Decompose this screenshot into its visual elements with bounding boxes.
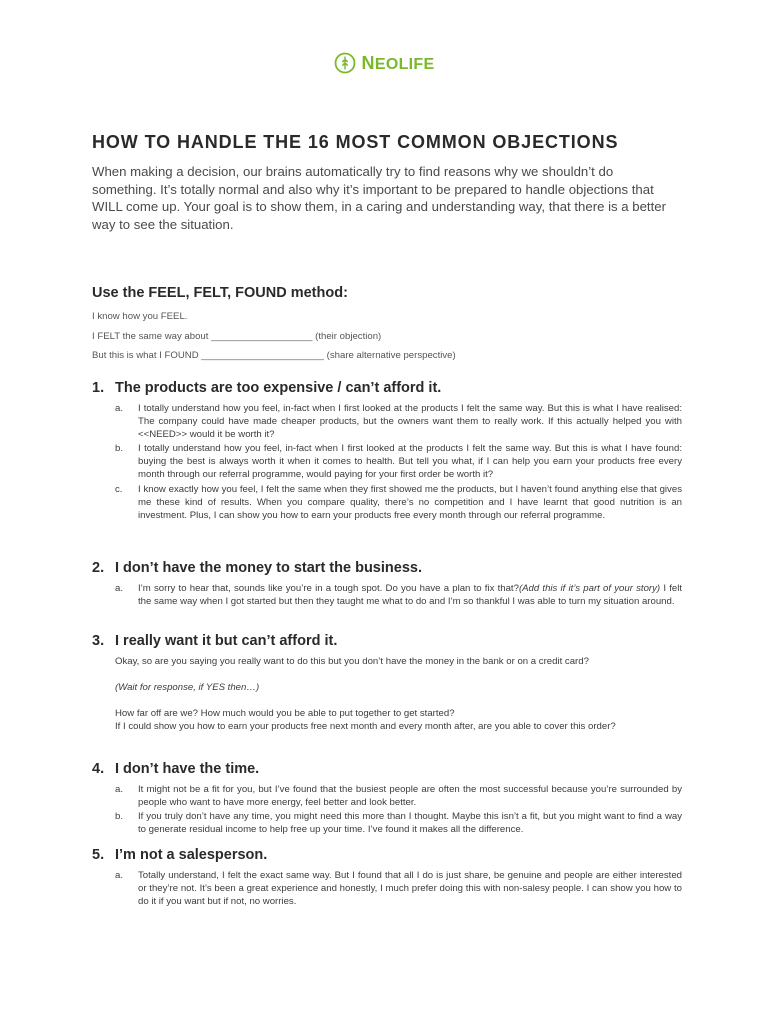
objection-section-4 bbox=[92, 761, 682, 837]
method-line-felt: I FELT the same way about ___________________ (their objection) bbox=[92, 330, 382, 342]
method-section bbox=[92, 285, 682, 366]
section-heading: 2. I don’t have the money to start the business. bbox=[92, 560, 422, 576]
neolife-logo bbox=[0, 52, 768, 74]
leaf-logo-icon bbox=[334, 52, 356, 74]
objection-section-1 bbox=[92, 380, 682, 523]
list-item: b. If you truly don’t have any time, you might need this more than I thought. Maybe this isn’t a fit, but you might want to find a way to generate residual income to help free up your time. I’ve found it makes all the difference. bbox=[115, 811, 682, 836]
objection-section-5 bbox=[92, 847, 682, 909]
section-paragraph: If I could show you how to earn your products free next month and every month after, are you able to cover this order? bbox=[115, 721, 616, 733]
logo-wordmark: NEOLIFE bbox=[361, 52, 435, 73]
list-item: a. Totally understand, I felt the exact same way. But I found that all I do is just share, be genuine and people are either interested or they’re not. It’s been a great experience and honestly, I much prefer doing this with non-salesy people. I can show you how to do it if you want but if not, no worries. bbox=[115, 870, 682, 908]
list-item: b. I totally understand how you feel, in-fact when I first looked at the products I felt the same way. But this is what I have found: buying the best is always worth it when it comes to health. But tell you what, if I can help you earn your products free every month through our referral programme, would paying for your first order be worth it? bbox=[115, 443, 682, 481]
list-item: a. I’m sorry to hear that, sounds like you’re in a tough spot. Do you have a plan to fix that?(Add this if it’s part of your story) I felt the same way when I got started but then they taught me what to do and I’m so thankful I was able to turn my situation around. bbox=[115, 583, 683, 608]
section-heading: 4. I don’t have the time. bbox=[92, 761, 260, 777]
section-paragraph: Okay, so are you saying you really want to do this but you don’t have the money in the bank or on a credit card? bbox=[115, 656, 589, 667]
section-heading: 5. I’m not a salesperson. bbox=[92, 847, 268, 863]
objection-section-2 bbox=[92, 560, 682, 609]
method-line-feel: I know how you FEEL. bbox=[92, 311, 188, 322]
method-heading: Use the FEEL, FELT, FOUND method: bbox=[92, 285, 348, 301]
section-heading: 3. I really want it but can’t afford it. bbox=[92, 633, 338, 649]
method-line-found: But this is what I FOUND _______________________ (share alternative perspective) bbox=[92, 350, 456, 361]
list-item: a. I totally understand how you feel, in-fact when I first looked at the products I felt the same way. But this is what I have realised: The company could have made cheaper products, but the owners want them to really work. If this actually helped you with <<NEED>> would it be worth it? bbox=[115, 403, 682, 441]
list-item: a. It might not be a fit for you, but I’ve found that the busiest people are often the most successful because you’re surrounded by people who want to have more energy, feel better and look better. bbox=[115, 784, 682, 809]
section-heading: 1. The products are too expensive / can’t afford it. bbox=[92, 380, 442, 396]
section-paragraph-italic: (Wait for response, if YES then…) bbox=[115, 682, 260, 694]
section-paragraph: How far off are we? How much would you be able to put together to get started? bbox=[115, 708, 455, 720]
list-item: c. I know exactly how you feel, I felt the same when they first showed me the products, but I haven’t found anything else that gives me these kind of results. When you compare quality, there’s no competition and I have learnt that good nutrition is an investment. Plus, I can show you how to earn your products free every month through our referral programme. bbox=[115, 483, 682, 521]
page-title: HOW TO HANDLE THE 16 MOST COMMON OBJECTIONS bbox=[92, 132, 619, 152]
intro-paragraph: When making a decision, our brains automatically try to find reasons why we shouldn’t do something. It’s totally normal and also why it’s important to be prepared to handle objections that WILL come up. Your goal is to show them, in a caring and understanding way, that there is a better way to see the situation. bbox=[92, 164, 666, 232]
objection-section-3 bbox=[92, 633, 682, 733]
